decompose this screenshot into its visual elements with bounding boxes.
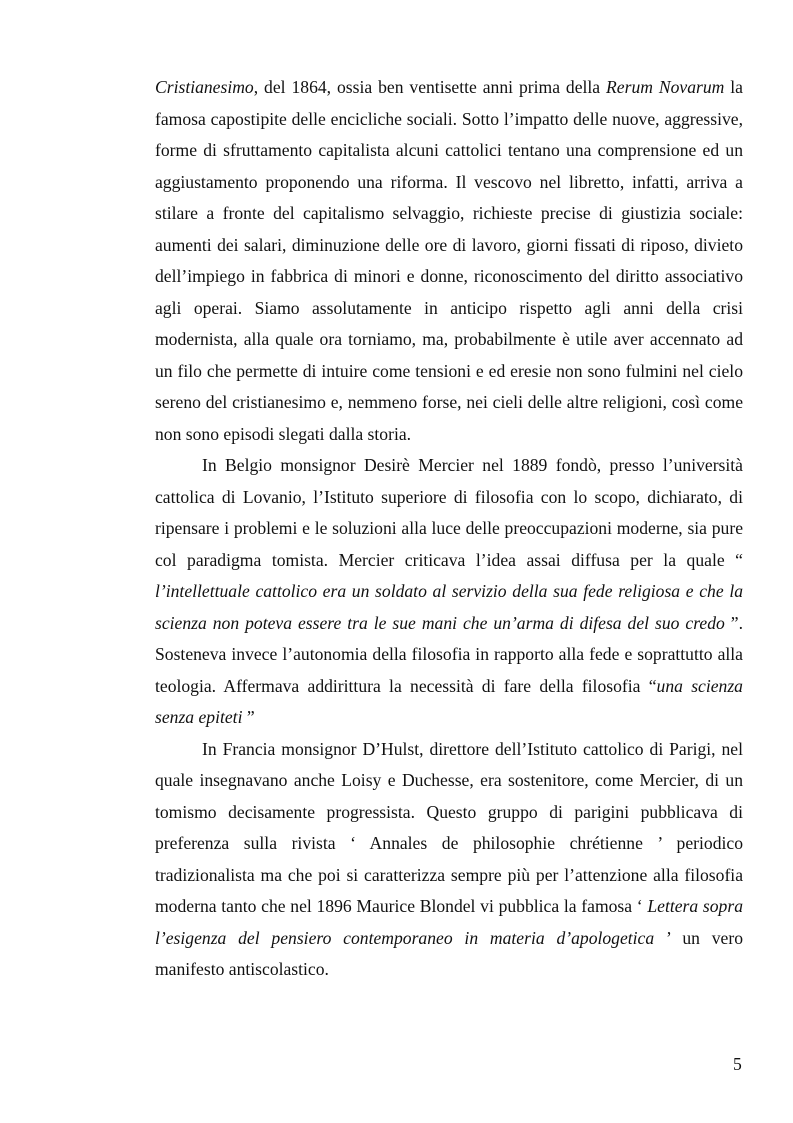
text-segment: la famosa capostipite delle encicliche sociali. Sotto l’impatto delle nuove, aggressive, forme di sfruttamento capitalista alcuni cattolici tentano una comprensione ed un aggiustamento proponendo una riforma. Il vescovo nel libretto, infatti, arriva a stilare a fronte del capitalismo selvaggio, richieste precise di giustizia sociale: aumenti dei salari, diminuzione delle ore di lavoro, giorni fissati di riposo, divieto dell’impiego in fabbrica di minori e donne, riconoscimento del diritto associativo agli operai. Siamo assolutamente in anticipo rispetto agli anni della crisi modernista, alla quale ora torniamo, ma, probabilmente è utile aver accennato ad un filo che permette di intuire come tensioni e ed eresie non sono fulmini nel cielo sereno del cristianesimo e, nemmeno forse, nei cieli delle altre religioni, così come non sono episodi slegati dalla storia.	[155, 77, 743, 444]
text-segment: Rerum Novarum	[606, 77, 725, 97]
paragraph-1	[155, 72, 743, 450]
text-segment: ”	[242, 707, 255, 727]
text-segment: una scienza senza epiteti	[155, 675, 743, 727]
text-segment: l’intellettuale cattolico era un soldato al servizio della sua fede religiosa e che la scienza non poteva essere tra le sue mani che un’arma di difesa del suo credo	[155, 581, 743, 633]
text-segment: Cristianesimo	[155, 77, 254, 97]
paragraph-2	[155, 450, 743, 734]
text-segment: In Francia monsignor D’Hulst, direttore dell’Istituto cattolico di Parigi, nel quale insegnavano anche Loisy e Duchesse, era sostenitore, come Mercier, di un tomismo decisamente progressista. Questo gruppo di parigini pubblicava di preferenza sulla rivista ‘ Annales de philosophie chrétienne ’ periodico tradizionalista ma che poi si caratterizza sempre più per l’attenzione alla filosofia moderna tanto che nel 1896 Maurice Blondel vi pubblica la famosa ‘	[155, 738, 743, 916]
body-text	[155, 72, 743, 986]
text-segment: , del 1864, ossia ben ventisette anni prima della	[253, 77, 607, 97]
paragraph-3	[155, 734, 743, 986]
text-segment: ”. Sosteneva invece l’autonomia della filosofia in rapporto alla fede e soprattutto alla teologia. Affermava addirittura la necessità di fare della filosofia “	[155, 612, 743, 696]
text-segment: ’ un vero manifesto antiscolastico.	[155, 927, 743, 979]
text-segment: In Belgio monsignor Desirè Mercier nel 1889 fondò, presso l’università cattolica di Lovanio, l’Istituto superiore di filosofia con lo scopo, dichiarato, di ripensare i problemi e le soluzioni alla luce delle preoccupazioni moderne, sia pure col paradigma tomista. Mercier criticava l’idea assai diffusa per la quale “	[155, 455, 743, 570]
page-number: 5	[733, 1054, 742, 1074]
text-segment: Lettera sopra l’esigenza del pensiero contemporaneo in materia d’apologetica	[155, 896, 743, 948]
